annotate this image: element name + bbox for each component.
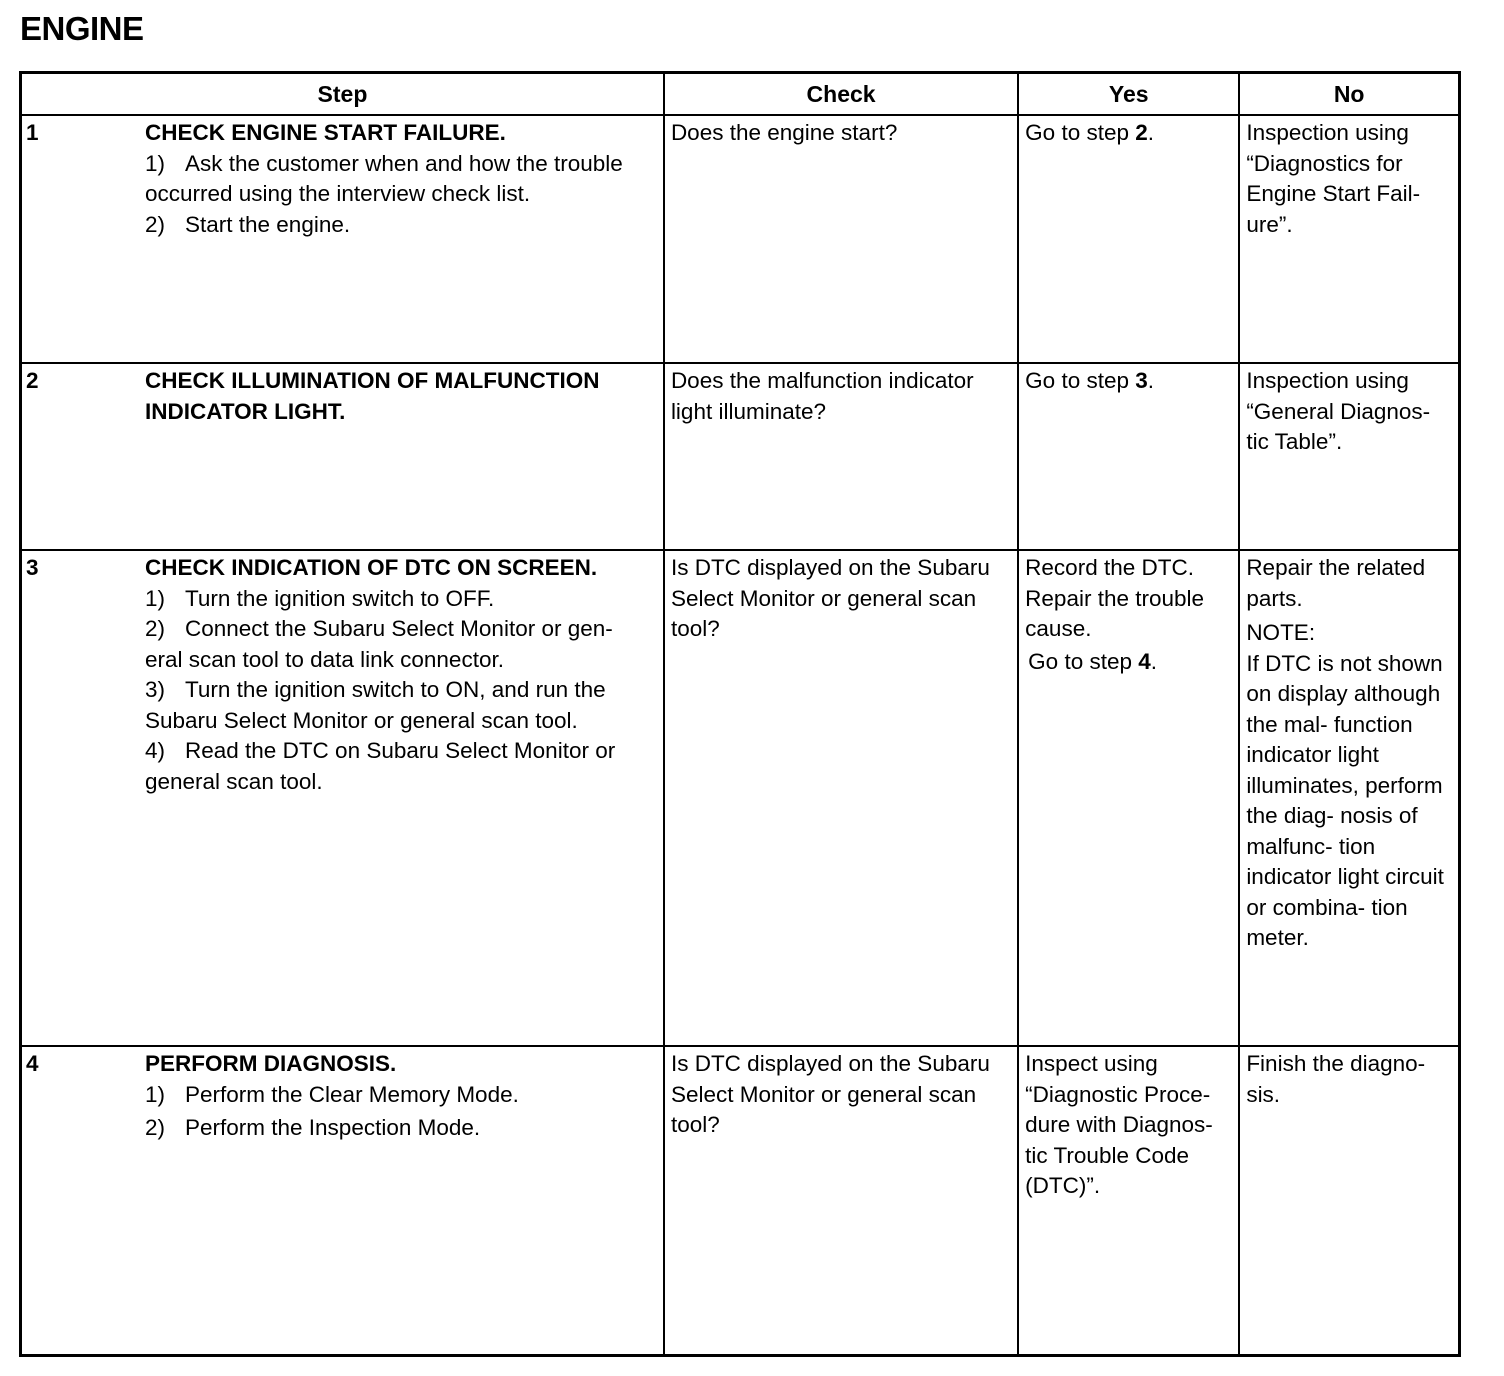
instruction-text: Perform the Clear Memory Mode. [185, 1081, 519, 1107]
check-text: Does the malfunction indicator light illuminate? [670, 368, 974, 424]
step-title: CHECK INDICATION OF DTC ON SCREEN. [145, 555, 598, 580]
yes-line: Record the DTC. [1025, 555, 1194, 580]
yes-line: cause. [1025, 616, 1092, 641]
yes-goto: Go to step 4. [1028, 648, 1158, 674]
header-step: Step [21, 73, 664, 116]
yes-text: Inspect using “Diagnostic Proce- dure with Diagnos- tic Trouble Code (DTC)”. [1025, 1051, 1213, 1198]
instruction [145, 1113, 657, 1144]
no-cell [1239, 550, 1459, 1046]
note-text: If DTC is not shown on display although the mal- function indicator light illuminates, perform the diag- nosis of malfunc- tion indicator light circuit or combina- tion meter. [1246, 650, 1444, 950]
yes-step-ref: 2 [1135, 120, 1148, 145]
no-main: Repair the related parts. [1246, 555, 1426, 611]
header-yes: Yes [1018, 73, 1239, 116]
check-cell [664, 550, 1018, 1046]
instruction-number: 1) [145, 585, 166, 611]
header-check: Check [664, 73, 1018, 116]
page-title: ENGINE [20, 10, 144, 47]
check-cell [664, 1046, 1018, 1356]
instruction-number: 2) [145, 211, 166, 237]
header-row [21, 73, 1460, 116]
instruction-text: Read the DTC on Subaru Select Monitor or [185, 738, 616, 763]
yes-cell [1018, 115, 1239, 363]
instruction-number: 3) [145, 677, 166, 702]
header-no: No [1239, 73, 1459, 116]
no-cell [1239, 1046, 1459, 1356]
check-cell [664, 115, 1018, 363]
instruction-number: 4) [145, 738, 166, 763]
instruction-continuation: general scan tool. [145, 768, 323, 794]
instruction [145, 614, 657, 645]
check-text: Does the engine start? [670, 120, 898, 145]
instruction [145, 1080, 657, 1111]
instruction-text: Turn the ignition switch to ON, and run the [185, 677, 606, 702]
step-cell [21, 1046, 664, 1356]
yes-text: Go to step 3. [1025, 368, 1155, 393]
instruction [145, 210, 657, 241]
table-row [21, 550, 1460, 1046]
instruction-text: Perform the Inspection Mode. [185, 1115, 481, 1140]
yes-cell [1018, 550, 1239, 1046]
step-number: 4 [26, 1051, 39, 1076]
instruction-text: Ask the customer when and how the trouble [185, 150, 623, 176]
table-row [21, 1046, 1460, 1356]
instruction-continuation: occurred using the interview check list. [145, 181, 531, 206]
instruction-text: Start the engine. [185, 211, 351, 237]
diagnostic-table [19, 71, 1461, 1357]
step-title: CHECK ENGINE START FAILURE. [145, 120, 506, 145]
step-cell [21, 550, 664, 1046]
note-label: NOTE: [1246, 620, 1316, 645]
instruction-number: 1) [145, 1081, 166, 1107]
instruction-continuation: Subaru Select Monitor or general scan tool. [145, 707, 578, 733]
check-text: Is DTC displayed on the Subaru Select Monitor or general scan tool? [670, 1051, 990, 1137]
no-text: Finish the diagno- sis. [1246, 1051, 1426, 1107]
yes-step-ref: 4 [1138, 648, 1151, 674]
yes-step-ref: 3 [1135, 368, 1148, 393]
instruction-number: 2) [145, 616, 166, 641]
yes-cell [1018, 363, 1239, 550]
instruction [145, 149, 657, 180]
step-number: 3 [26, 555, 39, 580]
instruction-continuation: eral scan tool to data link connector. [145, 646, 504, 672]
step-number: 2 [26, 368, 39, 393]
step-cell [21, 363, 664, 550]
table-row [21, 115, 1460, 363]
step-cell [21, 115, 664, 363]
table-row [21, 363, 1460, 550]
no-text: Inspection using “Diagnostics for Engine Start Fail- ure”. [1246, 120, 1421, 237]
instruction-number: 1) [145, 150, 166, 176]
yes-cell [1018, 1046, 1239, 1356]
yes-line: Repair the trouble [1025, 585, 1205, 611]
no-text: Inspection using “General Diagnos- tic Table”. [1246, 368, 1431, 454]
no-cell [1239, 115, 1459, 363]
no-text [1240, 551, 1458, 954]
instruction [145, 584, 657, 615]
instruction [145, 736, 657, 767]
step-title: CHECK ILLUMINATION OF MALFUNCTION INDICATOR LIGHT. [145, 368, 600, 424]
check-text: Is DTC displayed on the Subaru Select Monitor or general scan tool? [670, 555, 990, 641]
step-number: 1 [26, 120, 39, 145]
instruction-text: Turn the ignition switch to OFF. [185, 585, 495, 611]
instruction-text: Connect the Subaru Select Monitor or gen- [185, 616, 613, 641]
no-cell [1239, 363, 1459, 550]
instruction-number: 2) [145, 1115, 166, 1140]
instruction [145, 675, 657, 706]
yes-text: Go to step 2. [1025, 120, 1155, 145]
check-cell [664, 363, 1018, 550]
step-title: PERFORM DIAGNOSIS. [145, 1051, 397, 1076]
yes-text [1019, 551, 1238, 677]
